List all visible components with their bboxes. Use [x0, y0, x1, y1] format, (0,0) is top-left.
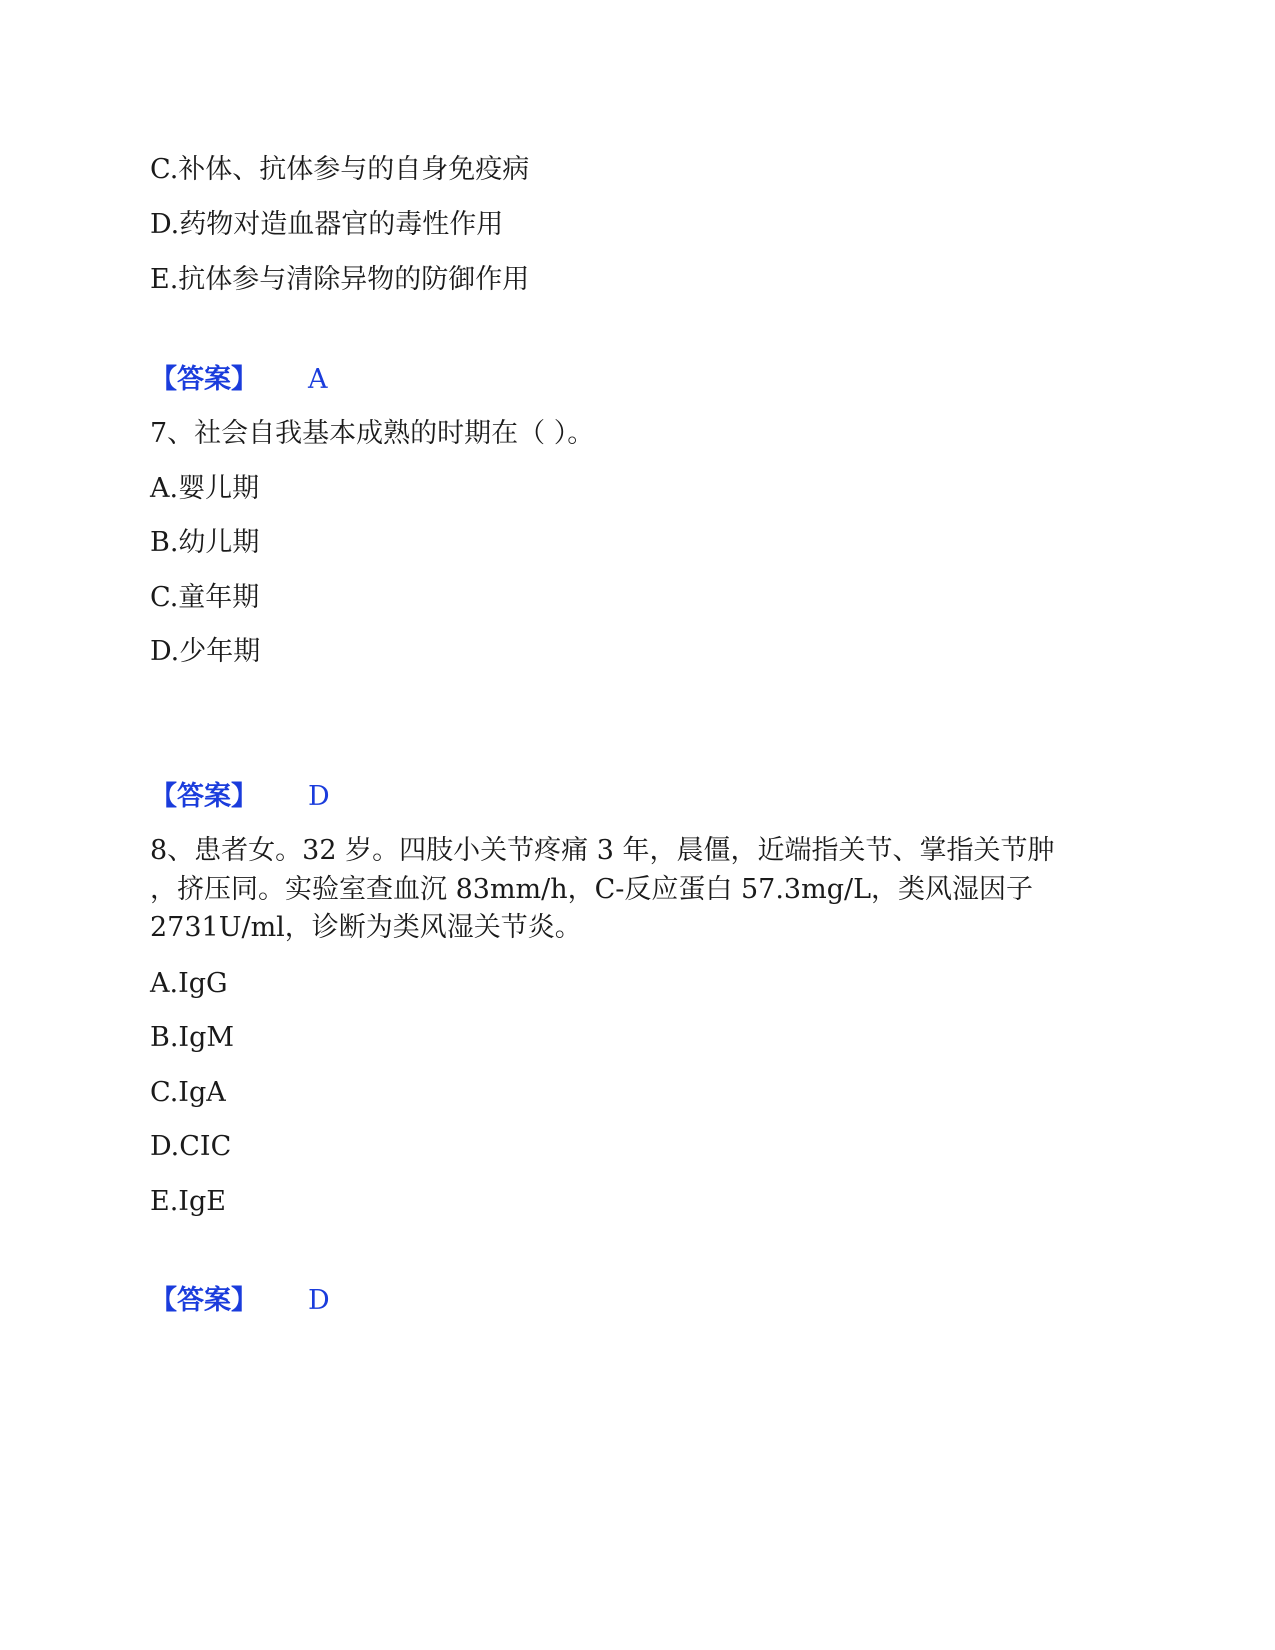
question-8-answer-row [150, 1281, 330, 1321]
question-8-option-c: C.IgA [150, 1077, 226, 1108]
answer-label: 【答案】 [150, 1285, 258, 1316]
answer-value: D [308, 1285, 330, 1316]
option-c: C.补体、抗体参与的自身免疫病 [150, 154, 530, 185]
question-7-option-c: C.童年期 [150, 582, 260, 613]
answer-value: A [308, 364, 328, 395]
question-7-option-d: D.少年期 [150, 636, 261, 667]
question-7-option-b: B.幼儿期 [150, 527, 260, 558]
question-8-text-line-1: 8、患者女。32 岁。四肢小关节疼痛 3 年，晨僵，近端指关节、掌指关节肿 [150, 835, 1055, 866]
question-8-option-a: A.IgG [150, 968, 228, 999]
answer-label: 【答案】 [150, 364, 258, 395]
answer-row [150, 360, 328, 400]
question-8-option-b: B.IgM [150, 1022, 235, 1053]
question-7-text: 7、社会自我基本成熟的时期在（ ）。 [150, 418, 595, 449]
option-e: E.抗体参与清除异物的防御作用 [150, 264, 530, 295]
question-7-answer-row [150, 777, 330, 817]
question-8-text-line-2: ，挤压同。实验室查血沉 83mm/h，C-反应蛋白 57.3mg/L，类风湿因子 [150, 874, 1034, 905]
answer-value: D [308, 781, 330, 812]
answer-label: 【答案】 [150, 781, 258, 812]
question-8-text-line-3: 2731U/ml，诊断为类风湿关节炎。 [150, 912, 582, 943]
option-d: D.药物对造血器官的毒性作用 [150, 209, 504, 240]
question-8-option-e: E.IgE [150, 1186, 226, 1217]
question-7-option-a: A.婴儿期 [150, 473, 260, 504]
question-8-option-d: D.CIC [150, 1131, 232, 1162]
